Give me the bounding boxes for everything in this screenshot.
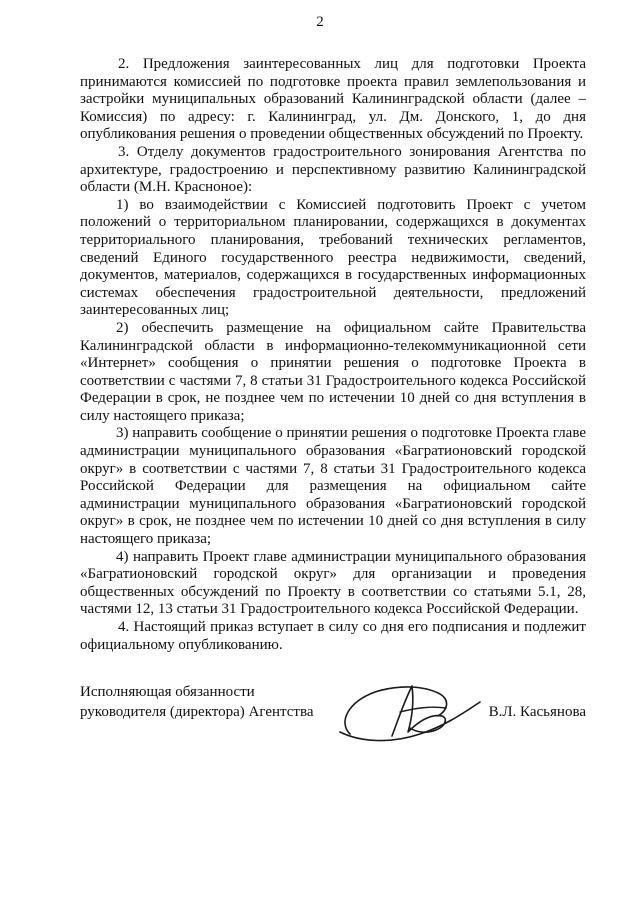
subparagraph-3-4: 4) направить Проект главе администрации муниципального образования «Багратионовский городской округ» для организации и проведения общественных обсуждений по Проекту в соответствии со статьями 5.1, 28, частями 12, 13 статьи 31 Градостроительного кодекса Российской Федерации. [80, 548, 586, 618]
signer-name: В.Л. Касьянова [488, 704, 586, 720]
handwritten-signature [330, 672, 490, 752]
paragraph-3: 3. Отделу документов градостроительного зонирования Агентства по архитектуре, градостроению и перспективному развитию Калининградской области (М.Н. Красноное): [80, 143, 586, 196]
paragraph-4: 4. Настоящий приказ вступает в силу со дня его подписания и подлежит официальному опубликованию. [80, 619, 586, 653]
signer-title-line-2: руководителя (директора) Агентства [80, 704, 314, 720]
document-body [80, 56, 586, 654]
paragraph-2: 2. Предложения заинтересованных лиц для подготовки Проекта принимаются комиссией по подготовке проекта правил землепользования и застройки муниципальных образований Калининградской области (далее – Комиссия) по адресу: г. Калининград, ул. Дм. Донского, 1, до дня опубликования решения о проведении общественных обсуждений по Проекту. [80, 56, 586, 143]
page-number: 2 [316, 14, 324, 30]
subparagraph-3-2: 2) обеспечить размещение на официальном сайте Правительства Калининградской области в информационно-телекоммуникационной сети «Интернет» сообщения о принятии решения о подготовке Проекта в соответствии с частями 7, 8 статьи 31 Градостроительного кодекса Российской Федерации в срок, не позднее чем по истечении 10 дней со дня вступления в силу настоящего приказа; [80, 319, 586, 424]
subparagraph-3-3: 3) направить сообщение о принятии решения о подготовке Проекта главе администрации муниципального образования «Багратионовский городской округ» в соответствии с частями 7, 8 статьи 31 Градостроительного кодекса Российской Федерации для размещения на официальном сайте администрации муниципального образования «Багратионовский городской округ» в срок, не позднее чем по истечении 10 дней со дня вступления в силу настоящего приказа; [80, 425, 586, 548]
subparagraph-3-1: 1) во взаимодействии с Комиссией подготовить Проект с учетом положений о территориальном планировании, содержащихся в документах территориального планирования, требований технических регламентов, сведений Единого государственного реестра недвижимости, сведений, документов, материалов, содержащихся в государственных информационных системах обеспечения градостроительной деятельности, предложений заинтересованных лиц; [80, 196, 586, 319]
signature-block [80, 682, 590, 762]
signer-title-line-1: Исполняющая обязанности [80, 684, 255, 700]
signer-title [80, 682, 330, 722]
